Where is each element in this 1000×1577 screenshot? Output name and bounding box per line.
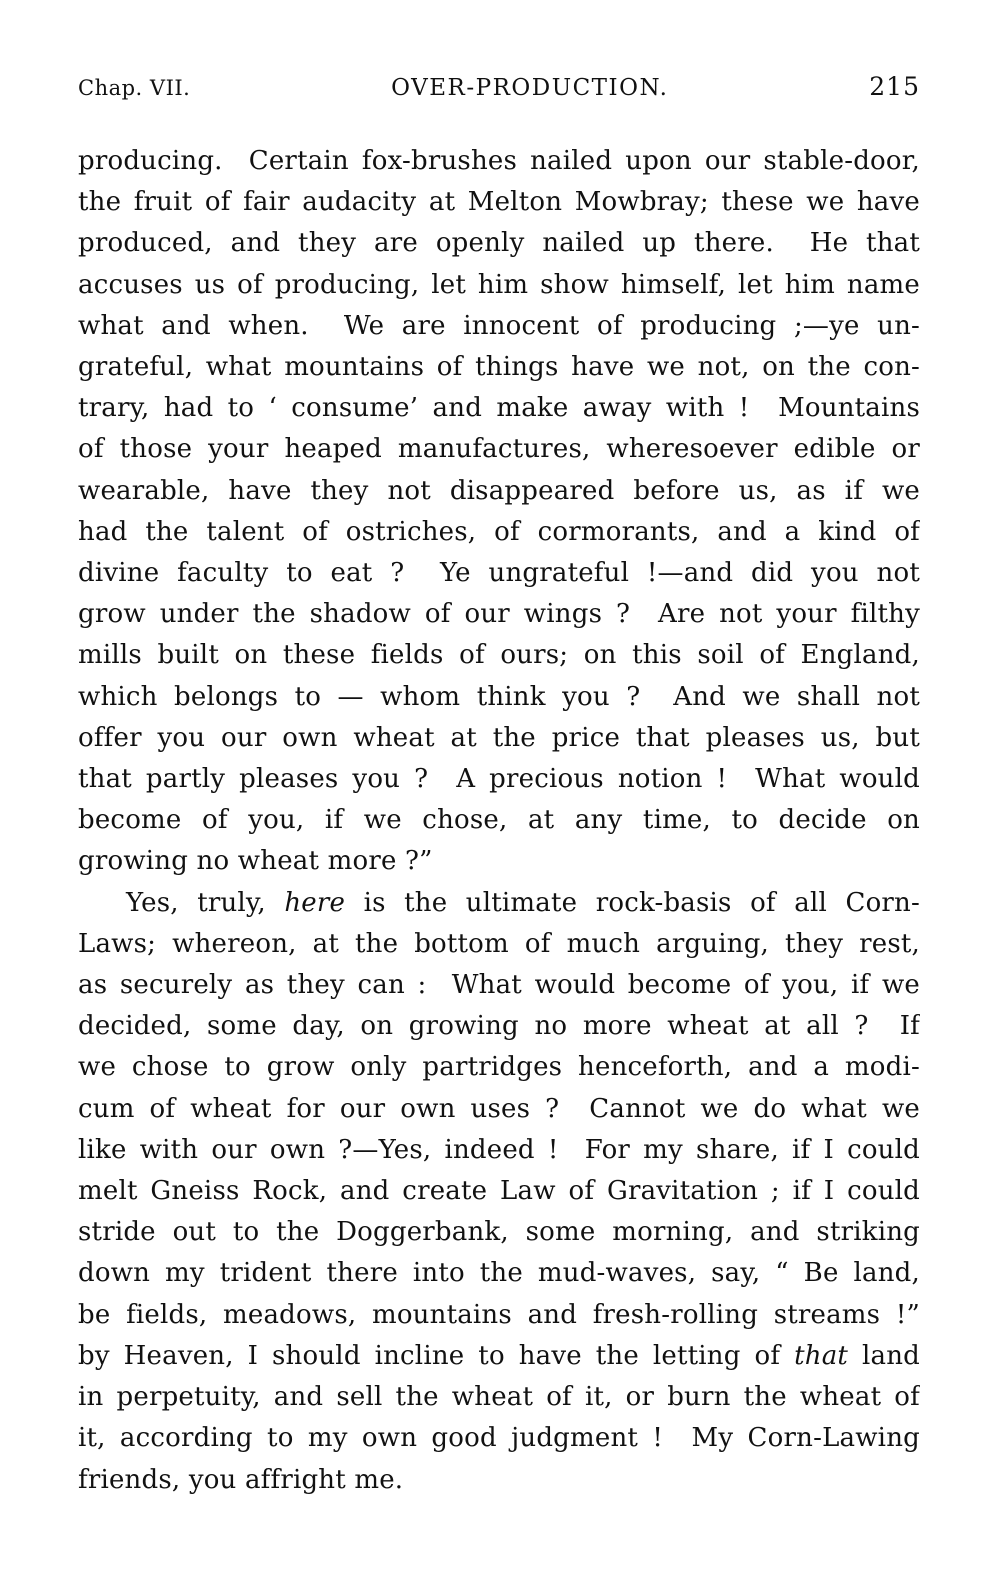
text-line: melt Gneiss Rock, and create Law of Gravitation ; if I could — [78, 1176, 920, 1207]
text-line: as securely as they can : What would become of you, if we — [78, 970, 920, 1001]
page-body — [78, 141, 920, 1501]
text-line: down my trident there into the mud-waves, say, “ Be land, — [78, 1258, 920, 1289]
text-line: grateful, what mountains of things have we not, on the con- — [78, 352, 920, 383]
page-header — [78, 72, 920, 101]
text-line: trary, had to ‘ consume’ and make away with ! Mountains — [78, 393, 920, 424]
text-line: friends, you affright me. — [78, 1464, 404, 1495]
text-line: it, according to my own good judgment ! My Corn-Lawing — [78, 1423, 920, 1454]
text-line: Yes, truly, here is the ultimate rock-basis of all Corn- — [126, 887, 920, 918]
chapter-label: Chap. VII. — [78, 76, 191, 100]
text-line: divine faculty to eat ? Ye ungrateful !—and did you not — [78, 558, 920, 589]
text-line: decided, some day, on growing no more wheat at all ? If — [78, 1011, 920, 1042]
text-line: produced, and they are openly nailed up there. He that — [78, 228, 920, 259]
text-line: accuses us of producing, let him show himself, let him name — [78, 269, 920, 300]
paragraph — [78, 883, 920, 1501]
text-line: be fields, meadows, mountains and fresh-rolling streams !” — [78, 1299, 920, 1330]
paragraph — [78, 141, 920, 883]
text-line: wearable, have they not disappeared before us, as if we — [78, 475, 920, 506]
text-line: mills built on these fields of ours; on this soil of England, — [78, 640, 920, 671]
text-line: producing. Certain fox-brushes nailed upon our stable-door, — [78, 146, 920, 176]
text-line: growing no wheat more ?” — [78, 846, 433, 877]
text-line: cum of wheat for our own uses ? Cannot we do what we — [78, 1093, 920, 1124]
text-line: offer you our own wheat at the price that pleases us, but — [78, 722, 920, 753]
text-line: had the talent of ostriches, of cormorants, and a kind of — [78, 516, 920, 547]
text-line: the fruit of fair audacity at Melton Mowbray; these we have — [78, 187, 920, 218]
text-line: like with our own ?—Yes, indeed ! For my share, if I could — [78, 1134, 920, 1165]
text-line: we chose to grow only partridges henceforth, and a modi- — [78, 1052, 920, 1083]
text-line: become of you, if we chose, at any time, to decide on — [78, 805, 920, 836]
text-line: which belongs to — whom think you ? And we shall not — [78, 681, 920, 712]
text-line: Laws; whereon, at the bottom of much arguing, they rest, — [78, 928, 920, 959]
text-line: that partly pleases you ? A precious notion ! What would — [78, 764, 920, 795]
text-line: what and when. We are innocent of producing ;—ye un- — [78, 310, 920, 341]
text-line: by Heaven, I should incline to have the letting of that land — [78, 1340, 920, 1371]
running-title: OVER-PRODUCTION. — [391, 75, 669, 101]
text-line: stride out to the Doggerbank, some morning, and striking — [78, 1217, 920, 1248]
text-line: grow under the shadow of our wings ? Are not your filthy — [78, 599, 920, 630]
text-line: of those your heaped manufactures, wheresoever edible or — [78, 434, 920, 465]
page-number: 215 — [869, 72, 920, 101]
text-line: in perpetuity, and sell the wheat of it, or burn the wheat of — [78, 1382, 920, 1413]
